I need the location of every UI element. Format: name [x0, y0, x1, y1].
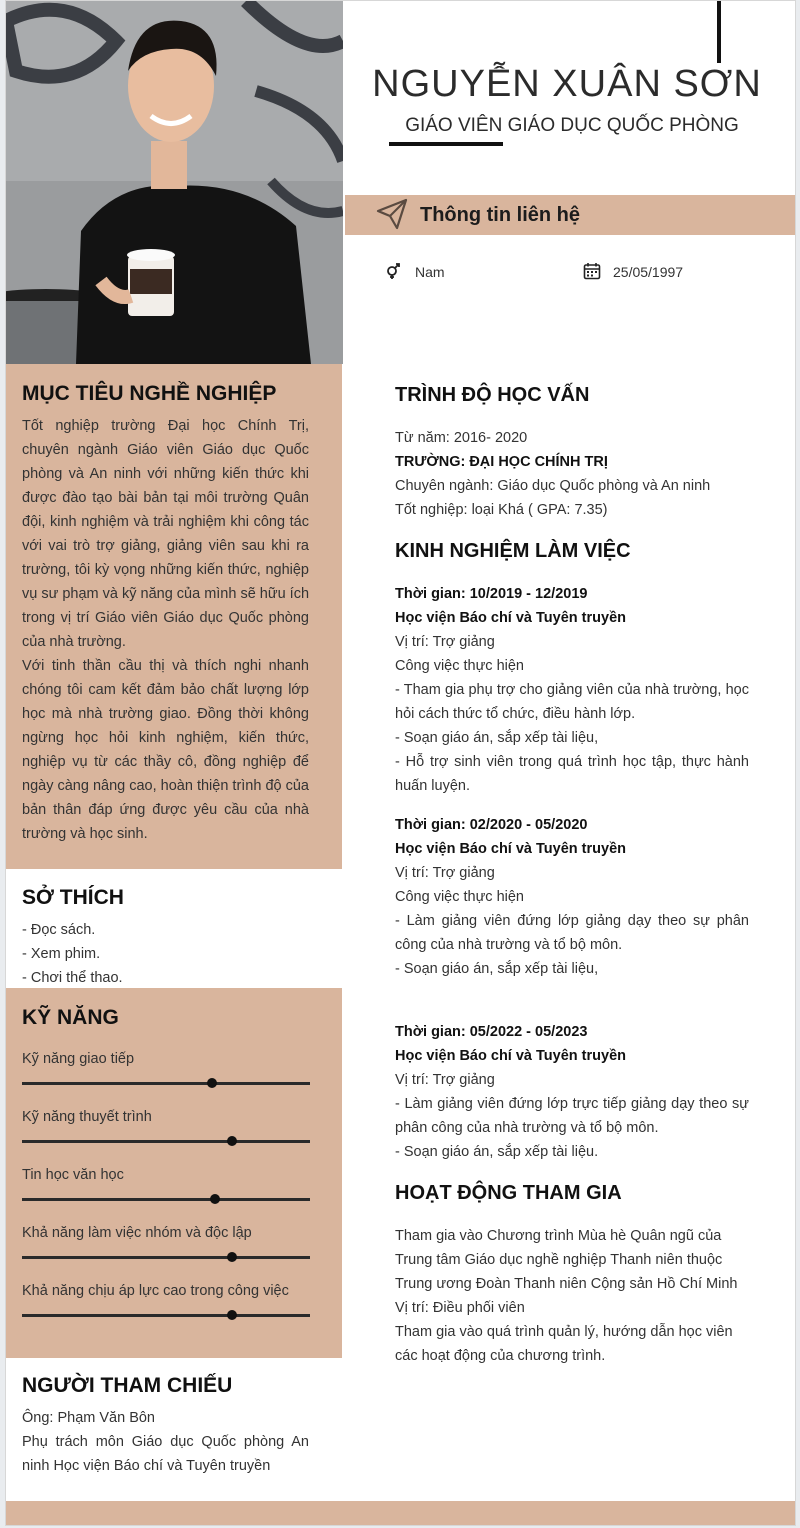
paper-plane-icon — [375, 197, 409, 231]
skill-track — [22, 1256, 310, 1259]
job-line: - Làm giảng viên đứng lớp trực tiếp giảng dạy theo sự phân công của nhà trường và tổ bộ môn. — [395, 1096, 749, 1136]
job-line: - Làm giảng viên đứng lớp giảng dạy theo sự phân công của nhà trường và tổ bộ môn. — [395, 913, 749, 953]
skill-track — [22, 1082, 310, 1085]
career-goal-heading: MỤC TIÊU NGHỀ NGHIỆP — [22, 382, 277, 405]
candidate-name: NGUYỄN XUÂN SƠN — [372, 63, 762, 105]
job-line: Công việc thực hiện — [395, 658, 524, 674]
skill-label: Khả năng chịu áp lực cao trong công việc — [22, 1283, 289, 1299]
skill-level-dot — [227, 1136, 237, 1146]
job-org: Học viện Báo chí và Tuyên truyền — [395, 610, 626, 626]
gender-icon — [384, 262, 402, 280]
reference-description: Phụ trách môn Giáo dục Quốc phòng An ninh Học viện Báo chí và Tuyên truyền — [22, 1434, 309, 1474]
career-goal-text — [22, 414, 309, 846]
job-line: - Soạn giáo án, sắp xếp tài liệu. — [395, 1144, 599, 1160]
reference-name: Ông: Phạm Văn Bôn — [22, 1410, 155, 1426]
candidate-title: GIÁO VIÊN GIÁO DỤC QUỐC PHÒNG — [405, 115, 739, 136]
list-item: - Xem phim. — [22, 946, 101, 962]
job-time: Thời gian: 02/2020 - 05/2020 — [395, 817, 588, 833]
education-heading: TRÌNH ĐỘ HỌC VẤN — [395, 384, 590, 406]
skill-level-dot — [210, 1194, 220, 1204]
education-grade: Tốt nghiệp: loại Khá ( GPA: 7.35) — [395, 502, 608, 518]
gender-value: Nam — [415, 264, 445, 280]
profile-photo-illustration — [6, 1, 343, 364]
contact-header — [345, 195, 795, 235]
skill-label: Kỹ năng thuyết trình — [22, 1109, 152, 1125]
skill-level-dot — [227, 1252, 237, 1262]
birthday-value: 25/05/1997 — [613, 264, 684, 280]
education-block — [395, 426, 755, 522]
cv-page — [5, 0, 796, 1526]
skills-section — [6, 988, 342, 1358]
job-role: Vị trí: Trợ giảng — [395, 865, 495, 881]
job-line: - Hỗ trợ sinh viên trong quá trình học tập, thực hành huấn luyện. — [395, 754, 749, 794]
job-org: Học viện Báo chí và Tuyên truyền — [395, 1048, 626, 1064]
job-role: Vị trí: Trợ giảng — [395, 634, 495, 650]
job-role: Vị trí: Trợ giảng — [395, 1072, 495, 1088]
job-line: Công việc thực hiện — [395, 889, 524, 905]
activities-block — [395, 1224, 751, 1368]
skill-track — [22, 1314, 310, 1317]
education-years: Từ năm: 2016- 2020 — [395, 430, 528, 446]
job-entry — [395, 582, 749, 798]
job-org: Học viện Báo chí và Tuyên truyền — [395, 841, 626, 857]
hobbies-list — [22, 918, 322, 990]
activities-description: Tham gia vào Chương trình Mùa hè Quân ngũ của Trung tâm Giáo dục nghề nghiệp Thanh niên thuộc Trung ương Đoàn Thanh niên Cộng sản Hồ Chí Minh — [395, 1228, 738, 1292]
profile-photo — [6, 1, 343, 364]
career-goal-section — [6, 364, 342, 869]
activities-role: Vị trí: Điều phối viên — [395, 1300, 525, 1316]
experience-heading: KINH NGHIỆM LÀM VIỆC — [395, 540, 631, 562]
skills-heading: KỸ NĂNG — [22, 1006, 119, 1029]
skill-level-dot — [207, 1078, 217, 1088]
activities-detail: Tham gia vào quá trình quản lý, hướng dẫn học viên các hoạt động của chương trình. — [395, 1324, 733, 1364]
list-item: - Đọc sách. — [22, 922, 96, 938]
header-accent-bar — [717, 1, 721, 63]
job-time: Thời gian: 05/2022 - 05/2023 — [395, 1024, 588, 1040]
reference-block — [22, 1406, 309, 1478]
job-line: - Soạn giáo án, sắp xếp tài liệu, — [395, 961, 599, 977]
job-line: - Soạn giáo án, sắp xếp tài liệu, — [395, 730, 599, 746]
job-entry — [395, 1020, 749, 1164]
skill-label: Kỹ năng giao tiếp — [22, 1051, 135, 1067]
calendar-icon — [583, 262, 601, 280]
title-underline — [389, 142, 503, 146]
job-entry — [395, 813, 749, 981]
education-major: Chuyên ngành: Giáo dục Quốc phòng và An ninh — [395, 478, 711, 494]
list-item: - Chơi thể thao. — [22, 970, 123, 986]
skill-label: Khả năng làm việc nhóm và độc lập — [22, 1225, 252, 1241]
contact-heading: Thông tin liên hệ — [420, 204, 580, 226]
footer-bar — [6, 1501, 795, 1525]
activities-heading: HOẠT ĐỘNG THAM GIA — [395, 1182, 622, 1204]
career-goal-paragraph-2: Với tinh thần cầu thị và thích nghi nhanh chóng tôi cam kết đảm bảo chất lượng lớp học mà nhà trường giao. Đồng thời không ngừng học hỏi kinh nghiệm, kiến thức, nghiệp vụ từ các thầy cô, đồng nghiệp để ngày càng nâng cao, hoàn thiện trình độ của bản thân đáp ứng được yêu cầu của nhà trường và học sinh. — [22, 658, 309, 842]
hobbies-heading: SỞ THÍCH — [22, 886, 124, 909]
job-line: - Tham gia phụ trợ cho giảng viên của nhà trường, học hỏi cách thức tổ chức, điều hành lớp. — [395, 682, 749, 722]
career-goal-paragraph-1: Tốt nghiệp trường Đại học Chính Trị, chuyên ngành Giáo viên Giáo dục Quốc phòng và An ninh với những kiến thức khi được đào tạo bài bản tại môi trường Quân đội, kinh nghiệm và trải nghiệm khi công tác với vai trò trợ giảng, giảng viên sau khi ra trường, tôi kỳ vọng những kiến thức, nghiệp vụ sư phạm và kỹ năng của mình sẽ hữu ích trong vị trí Giáo viên Giáo dục Quốc phòng của nhà trường. — [22, 418, 310, 650]
skill-label: Tin học văn học — [22, 1167, 124, 1183]
job-time: Thời gian: 10/2019 - 12/2019 — [395, 586, 588, 602]
skill-track — [22, 1198, 310, 1201]
skill-level-dot — [227, 1310, 237, 1320]
education-school: TRƯỜNG: ĐẠI HỌC CHÍNH TRỊ — [395, 454, 608, 470]
skill-track — [22, 1140, 310, 1143]
reference-heading: NGƯỜI THAM CHIẾU — [22, 1374, 233, 1397]
